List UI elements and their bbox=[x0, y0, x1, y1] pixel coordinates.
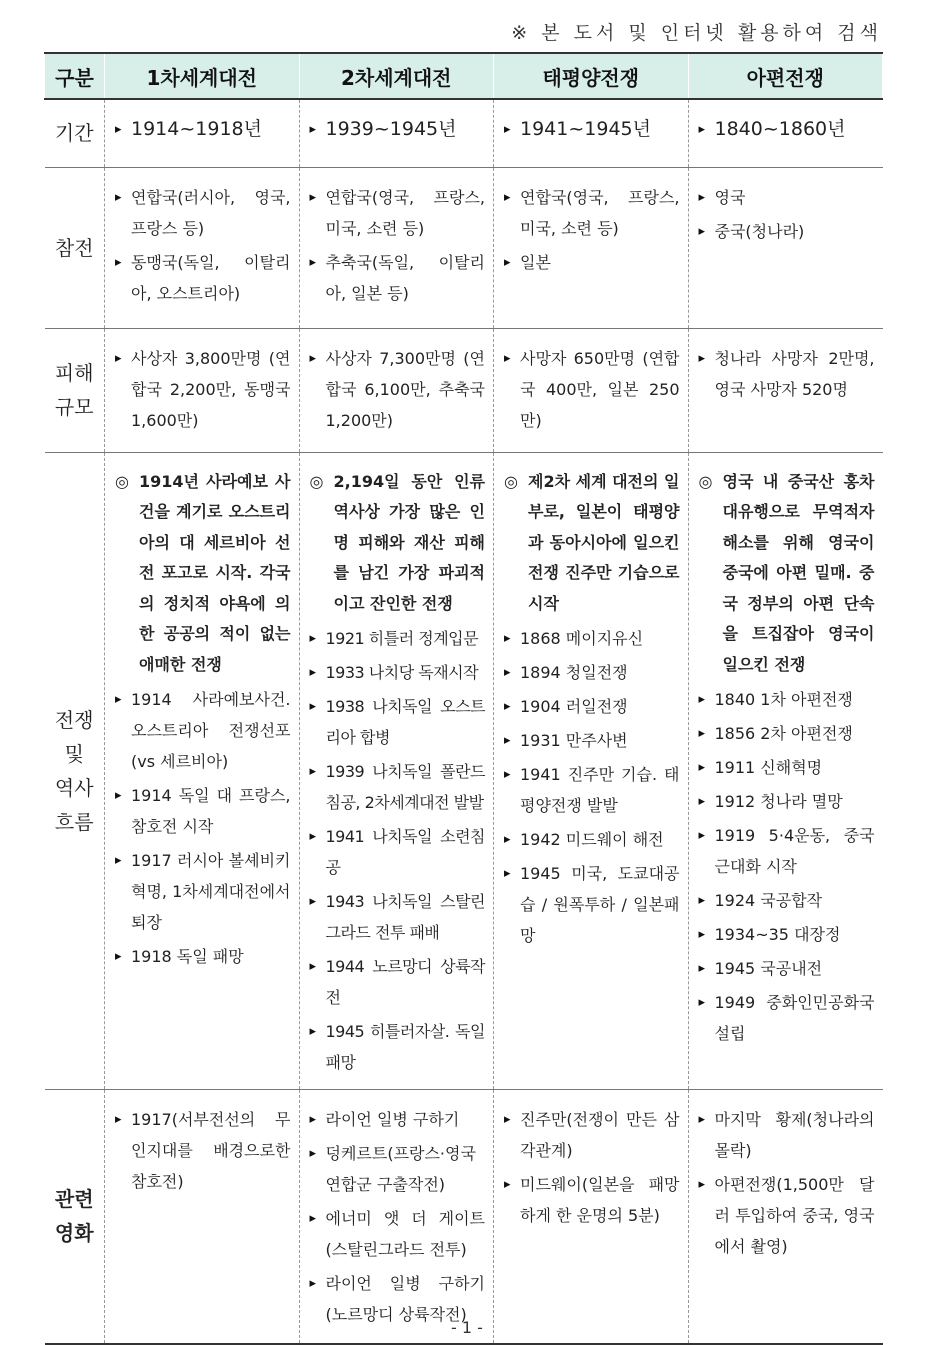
list-item: ▸ 진주만(전쟁이 만든 삼각관계) bbox=[504, 1104, 680, 1166]
list-item: ▸ 1914 사라예보사건. 오스트리아 전쟁선포 (vs 세르비아) bbox=[115, 684, 291, 777]
casualties-opium bbox=[688, 328, 883, 452]
row-period bbox=[45, 99, 883, 167]
list-item: ▸ 1944 노르망디 상륙작전 bbox=[310, 951, 486, 1013]
list-item: ▸ 1840 1차 아편전쟁 bbox=[699, 684, 875, 715]
header-opium-war: 아편전쟁 bbox=[688, 53, 883, 99]
history-pacific bbox=[494, 452, 689, 1090]
row-history bbox=[45, 452, 883, 1090]
list-item: ▸ 1912 청나라 멸망 bbox=[699, 786, 875, 817]
participants-ww2 bbox=[299, 167, 494, 328]
history-lead: ◎ 2,194일 동안 인류 역사상 가장 많은 인명 피해와 재산 피해를 남긴 가장 파괴적이고 잔인한 전쟁 bbox=[309, 471, 485, 613]
list-item: ▸ 1945 미국, 도쿄대공습 / 원폭투하 / 일본패망 bbox=[504, 858, 680, 951]
list-item: ▸ 미드웨이(일본을 패망하게 한 운명의 5분) bbox=[504, 1169, 680, 1231]
movies-ww1 bbox=[105, 1090, 300, 1344]
list-item: ▸ 1924 국공합작 bbox=[699, 885, 875, 916]
list-item: ▸ 연합국(영국, 프랑스, 미국, 소련 등) bbox=[504, 182, 680, 244]
row-label-movies: 관련 영화 bbox=[45, 1090, 105, 1344]
list-item: ▸ 1917 러시아 볼셰비키혁명, 1차세계대전에서 퇴장 bbox=[115, 845, 291, 938]
header-row bbox=[45, 53, 883, 99]
list-item: ▸ 라이언 일병 구하기 bbox=[310, 1104, 486, 1135]
list-item: ▸ 1856 2차 아편전쟁 bbox=[699, 718, 875, 749]
list-item: ▸ 1939 나치독일 폴란드 침공, 2차세계대전 발발 bbox=[310, 756, 486, 818]
list-item: ▸ 일본 bbox=[504, 247, 680, 278]
list-item: ▸ 아편전쟁(1,500만 달러 투입하여 중국, 영국에서 촬영) bbox=[699, 1169, 875, 1262]
participants-pacific bbox=[494, 167, 689, 328]
row-participants bbox=[45, 167, 883, 328]
list-item: ▸ 1949 중화인민공화국 설립 bbox=[699, 987, 875, 1049]
list-item: ▸ 1904 러일전쟁 bbox=[504, 691, 680, 722]
period-pacific: ▸ 1941~1945년 bbox=[494, 99, 689, 167]
header-category: 구분 bbox=[45, 53, 105, 99]
list-item: ▸ 사상자 3,800만명 (연합국 2,200만, 동맹국 1,600만) bbox=[115, 343, 291, 436]
row-label-participants: 참전 bbox=[45, 167, 105, 328]
list-item: ▸ 1941 진주만 기습. 태평양전쟁 발발 bbox=[504, 759, 680, 821]
list-item: ▸ 1917(서부전선의 무인지대를 배경으로한 참호전) bbox=[115, 1104, 291, 1197]
history-ww2 bbox=[299, 452, 494, 1090]
list-item: ▸ 1934~35 대장정 bbox=[699, 919, 875, 950]
history-ww1 bbox=[105, 452, 300, 1090]
page-number: - 1 - bbox=[451, 1318, 483, 1337]
list-item: ▸ 1911 신해혁명 bbox=[699, 752, 875, 783]
list-item: ▸ 1933 나치당 독재시작 bbox=[310, 657, 486, 688]
history-lead: ◎ 영국 내 중국산 홍차 대유행으로 무역적자 해소를 위해 영국이 중국에 아편 밀매. 중국 정부의 아편 단속을 트집잡아 영국이 일으킨 전쟁 bbox=[698, 471, 875, 674]
list-item: ▸ 라이언 일병 구하기 (노르망디 상륙작전) bbox=[310, 1268, 486, 1330]
list-item: ▸ 중국(청나라) bbox=[699, 216, 875, 247]
movies-pacific bbox=[494, 1090, 689, 1344]
header-ww1: 1차세계대전 bbox=[105, 53, 300, 99]
movies-ww2 bbox=[299, 1090, 494, 1344]
list-item: ▸ 1919 5·4운동, 중국 근대화 시작 bbox=[699, 820, 875, 882]
period-opium: ▸ 1840~1860년 bbox=[688, 99, 883, 167]
participants-opium bbox=[688, 167, 883, 328]
list-item: ▸ 사망자 650만명 (연합국 400만, 일본 250만) bbox=[504, 343, 680, 436]
row-movies bbox=[45, 1090, 883, 1344]
list-item: ▸ 1945 국공내전 bbox=[699, 953, 875, 984]
list-item: ▸ 1941 나치독일 소련침공 bbox=[310, 821, 486, 883]
list-item: ▸ 영국 bbox=[699, 182, 875, 213]
war-comparison-table bbox=[44, 52, 883, 1345]
row-label-history: 전쟁 및 역사 흐름 bbox=[45, 452, 105, 1090]
casualties-ww1 bbox=[105, 328, 300, 452]
list-item: ▸ 연합국(영국, 프랑스, 미국, 소련 등) bbox=[310, 182, 486, 244]
list-item: ▸ 1931 만주사변 bbox=[504, 725, 680, 756]
history-opium bbox=[688, 452, 883, 1090]
participants-ww1 bbox=[105, 167, 300, 328]
list-item: ▸ 사상자 7,300만명 (연합국 6,100만, 추축국 1,200만) bbox=[310, 343, 486, 436]
list-item: ▸ 에너미 앳 더 게이트 (스탈린그라드 전투) bbox=[310, 1203, 486, 1265]
list-item: ▸ 연합국(러시아, 영국, 프랑스 등) bbox=[115, 182, 291, 244]
list-item: ▸ 1868 메이지유신 bbox=[504, 623, 680, 654]
list-item: ▸ 1943 나치독일 스탈린그라드 전투 패배 bbox=[310, 886, 486, 948]
list-item: ▸ 1942 미드웨이 해전 bbox=[504, 824, 680, 855]
row-label-period: 기간 bbox=[45, 99, 105, 167]
list-item: ▸ 1894 청일전쟁 bbox=[504, 657, 680, 688]
row-label-casualties: 피해 규모 bbox=[45, 328, 105, 452]
list-item: ▸ 1945 히틀러자살. 독일패망 bbox=[310, 1016, 486, 1078]
casualties-pacific bbox=[494, 328, 689, 452]
movies-opium bbox=[688, 1090, 883, 1344]
row-casualties bbox=[45, 328, 883, 452]
history-lead: ◎ 1914년 사라예보 사건을 계기로 오스트리아의 대 세르비아 선전 포고로 시작. 각국의 정치적 야욕에 의한 공공의 적이 없는 애매한 전쟁 bbox=[115, 471, 291, 674]
list-item: ▸ 1921 히틀러 정계입문 bbox=[310, 623, 486, 654]
casualties-ww2 bbox=[299, 328, 494, 452]
search-note: ※ 본 도서 및 인터넷 활용하여 검색 bbox=[511, 22, 882, 44]
list-item: ▸ 1914 독일 대 프랑스, 참호전 시작 bbox=[115, 780, 291, 842]
list-item: ▸ 1918 독일 패망 bbox=[115, 941, 291, 972]
period-ww1: ▸ 1914~1918년 bbox=[105, 99, 300, 167]
header-ww2: 2차세계대전 bbox=[299, 53, 494, 99]
period-ww2: ▸ 1939~1945년 bbox=[299, 99, 494, 167]
list-item: ▸ 청나라 사망자 2만명, 영국 사망자 520명 bbox=[699, 343, 875, 405]
list-item: ▸ 동맹국(독일, 이탈리아, 오스트리아) bbox=[115, 247, 291, 309]
list-item: ▸ 덩케르트(프랑스·영국 연합군 구출작전) bbox=[310, 1138, 486, 1200]
list-item: ▸ 마지막 황제(청나라의 몰락) bbox=[699, 1104, 875, 1166]
history-lead: ◎ 제2차 세계 대전의 일부로, 일본이 태평양과 동아시아에 일으킨 전쟁 진주만 기습으로 시작 bbox=[504, 471, 680, 613]
list-item: ▸ 추축국(독일, 이탈리아, 일본 등) bbox=[310, 247, 486, 309]
header-pacific-war: 태평양전쟁 bbox=[494, 53, 689, 99]
list-item: ▸ 1938 나치독일 오스트리아 합병 bbox=[310, 691, 486, 753]
